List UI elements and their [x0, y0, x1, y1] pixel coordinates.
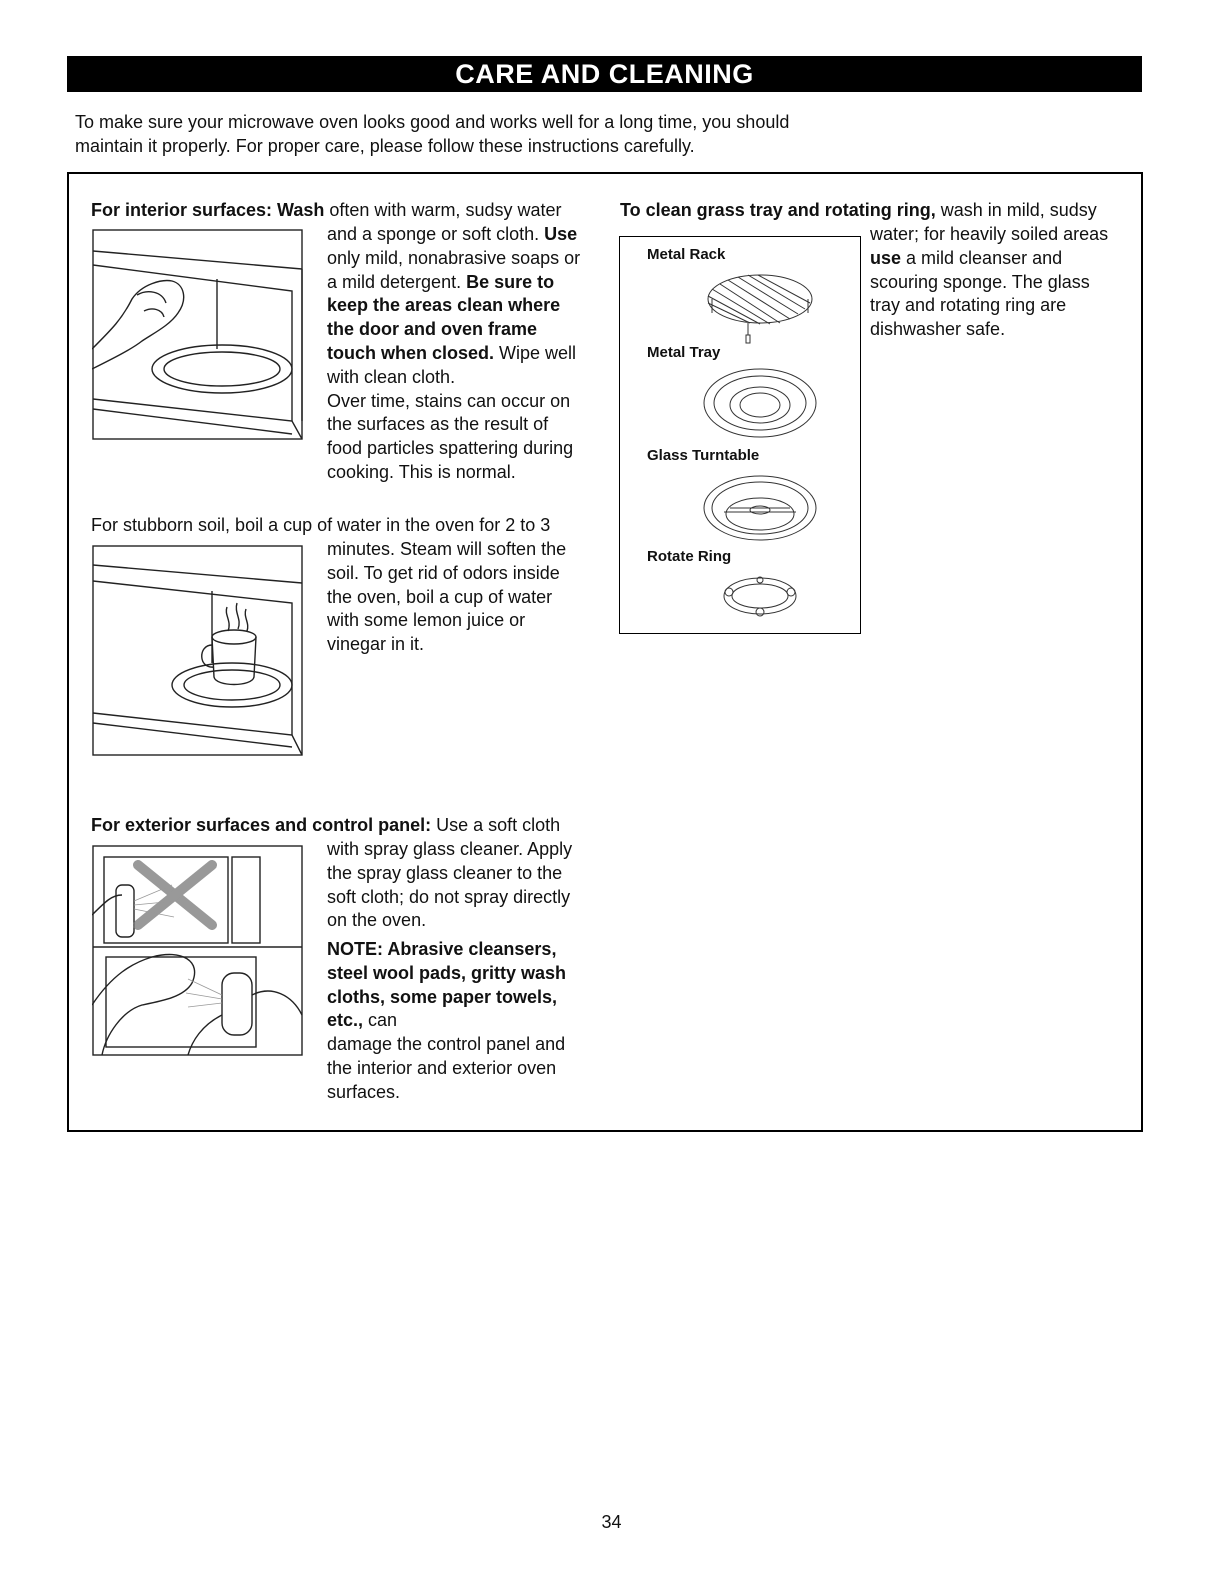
- text-line: the interior and exterior oven: [327, 1057, 557, 1078]
- text-line: cloths, some paper towels,: [327, 986, 558, 1007]
- glass-turntable-label: Glass Turntable: [647, 447, 760, 464]
- intro-line: maintain it properly. For proper care, please follow these instructions carefully.: [75, 136, 695, 156]
- text-line: etc., can: [327, 1010, 398, 1031]
- parts-diagram: [619, 236, 861, 634]
- intro-line: To make sure your microwave oven looks good and works well for a long time, you should: [75, 112, 790, 132]
- page-title: CARE AND CLEANING: [67, 56, 1142, 92]
- exterior-note: [327, 938, 597, 1105]
- text-line: soft cloth; do not spray directly: [327, 886, 571, 907]
- text-line: scouring sponge. The glass: [870, 271, 1090, 292]
- text-line: the surfaces as the result of: [327, 414, 549, 435]
- text-line: and a sponge or soft cloth. Use: [327, 224, 578, 244]
- metal-rack-icon: [700, 269, 820, 349]
- stubborn-body: [327, 538, 597, 657]
- text-line: surfaces.: [327, 1081, 401, 1102]
- text-line: with spray glass cleaner. Apply: [327, 839, 573, 859]
- intro-paragraph: [75, 110, 895, 158]
- text-line: minutes. Steam will soften the: [327, 539, 567, 559]
- text-line: the spray glass cleaner to the: [327, 862, 563, 883]
- metal-tray-icon: [700, 367, 820, 447]
- text-line: the door and oven frame: [327, 319, 538, 340]
- spray-cleaning-illustration: [92, 845, 304, 1057]
- text-line: soil. To get rid of odors inside: [327, 562, 560, 583]
- interior-heading: For interior surfaces: Wash: [91, 200, 325, 220]
- interior-heading-line: [91, 199, 561, 223]
- exterior-body: [327, 838, 597, 933]
- text-line: dishwasher safe.: [870, 319, 1006, 340]
- exterior-lead: Use a soft cloth: [431, 815, 561, 835]
- glass-turntable-icon: [700, 472, 820, 547]
- text-line: damage the control panel and: [327, 1034, 566, 1055]
- text-line: water; for heavily soiled areas: [870, 224, 1109, 244]
- text-line: NOTE: Abrasive cleansers,: [327, 939, 557, 959]
- tray-heading-line: [620, 199, 1097, 223]
- text-line: keep the areas clean where: [327, 295, 561, 316]
- interior-body: [327, 223, 597, 485]
- tray-lead: wash in mild, sudsy: [935, 200, 1097, 220]
- tray-body: [870, 223, 1135, 342]
- text-line: with clean cloth.: [327, 366, 456, 387]
- text-line: Over time, stains can occur on: [327, 390, 571, 411]
- text-line: steel wool pads, gritty wash: [327, 962, 567, 983]
- text-line: on the oven.: [327, 910, 427, 931]
- exterior-heading-line: [91, 814, 560, 838]
- text-line: tray and rotating ring are: [870, 295, 1067, 316]
- text-line: use a mild cleanser and: [870, 247, 1063, 268]
- cup-of-water-illustration: [92, 545, 304, 757]
- text-line: food particles spattering during: [327, 438, 574, 459]
- tray-heading: To clean grass tray and rotating ring,: [620, 200, 936, 220]
- text-line: vinegar in it.: [327, 634, 425, 655]
- exterior-heading: For exterior surfaces and control panel:: [91, 815, 432, 835]
- text-line: the oven, boil a cup of water: [327, 586, 553, 607]
- text-line: with some lemon juice or: [327, 610, 526, 631]
- text-line: only mild, nonabrasive soaps or: [327, 247, 581, 268]
- text-line: cooking. This is normal.: [327, 461, 516, 482]
- page-number: 34: [601, 1512, 622, 1532]
- wiping-interior-illustration: [92, 229, 304, 441]
- stubborn-lead: For stubborn soil, boil a cup of water in the oven for 2 to 3: [91, 515, 551, 535]
- metal-tray-label: Metal Tray: [647, 344, 721, 361]
- interior-lead: often with warm, sudsy water: [324, 200, 562, 220]
- text-line: a mild detergent. Be sure to: [327, 271, 555, 292]
- metal-rack-label: Metal Rack: [647, 246, 726, 263]
- text-line: touch when closed. Wipe well: [327, 342, 577, 363]
- rotate-ring-label: Rotate Ring: [647, 548, 732, 565]
- rotate-ring-icon: [715, 572, 805, 622]
